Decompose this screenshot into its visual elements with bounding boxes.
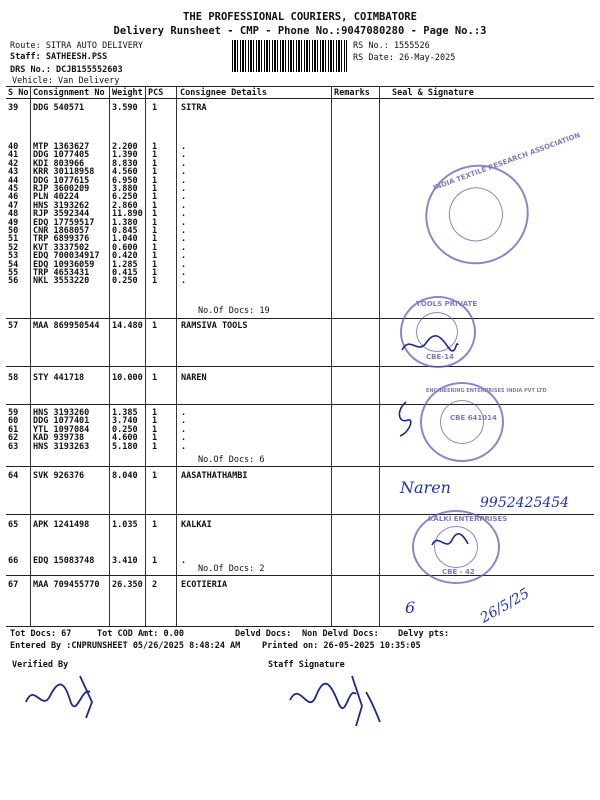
col-divider [379,86,380,626]
row-consignee: . [181,425,187,435]
row-consignment: TRP 4653431 [33,268,90,278]
row-sno: 56 [8,276,19,286]
row-consignee: . [181,243,187,253]
handwritten-date: 26/5/25 [477,585,533,627]
row-weight: 3.410 [112,556,138,566]
row-pcs: 1 [152,260,158,270]
row-pcs: 1 [152,520,158,530]
row-consignee: . [181,201,187,211]
row-consignee: . [181,142,187,152]
row-pcs: 1 [152,150,158,160]
row-weight: 0.600 [112,243,138,253]
row-sno: 45 [8,184,19,194]
row-pcs: 1 [152,373,158,383]
rs-date-text: RS Date: 26-May-2025 [353,53,456,63]
printed-on: Printed on: 26-05-2025 10:35:05 [262,641,421,651]
row-consignment: HNS 3193260 [33,408,90,418]
col-divider [30,86,31,626]
row-consignee: ECOTIERIA [181,580,228,590]
row-consignment: RJP 3592344 [33,209,90,219]
row-consignment: YTL 1097084 [33,425,90,435]
row-consignment: NKL 3553220 [33,276,90,286]
col-seal-header: Seal & Signature [392,88,474,98]
row-weight: 0.250 [112,276,138,286]
staff-text: Staff: SATHEESH.PSS [10,52,108,62]
col-divider [109,86,110,626]
row-weight: 26.350 [112,580,143,590]
row-weight: 11.890 [112,209,143,219]
row-consignment: PLN 40224 [33,192,80,202]
signature-verified [20,672,110,722]
row-consignment: EDQ 17759517 [33,218,95,228]
row-sno: 66 [8,556,19,566]
row-pcs: 1 [152,142,158,152]
group-divider [6,404,594,405]
row-weight: 4.560 [112,167,138,177]
row-consignee: . [181,408,187,418]
row-weight: 8.830 [112,159,138,169]
row-consignee: SITRA [181,103,207,113]
row-pcs: 1 [152,556,158,566]
route-text: Route: SITRA AUTO DELIVERY [10,41,144,51]
group-divider [6,466,594,467]
handwritten-phone: 9952425454 [480,495,570,511]
header-rule [6,98,594,99]
page-title: THE PROFESSIONAL COURIERS, COIMBATORE [183,11,417,23]
row-consignment: SVK 926376 [33,471,85,481]
row-consignment: EDQ 15083748 [33,556,95,566]
col-divider [145,86,146,626]
row-sno: 62 [8,433,19,443]
row-consignment: TRP 6899376 [33,234,90,244]
verified-by-label: Verified By [12,660,69,670]
row-weight: 3.880 [112,184,138,194]
row-sno: 42 [8,159,19,169]
row-pcs: 1 [152,321,158,331]
row-consignment: HNS 3193262 [33,201,90,211]
col-consignee-header: Consignee Details [180,88,267,98]
row-consignee: RAMSIVA TOOLS [181,321,248,331]
vehicle-text: Vehicle: Van Delivery [12,76,120,86]
row-sno: 48 [8,209,19,219]
signature-staff [286,672,386,732]
signature-kalki [430,530,470,555]
row-consignee: . [181,218,187,228]
row-sno: 67 [8,580,19,590]
row-consignment: DDG 1077401 [33,416,90,426]
row-weight: 14.480 [112,321,143,331]
row-weight: 1.385 [112,408,138,418]
row-consignee: . [181,260,187,270]
row-weight: 10.000 [112,373,143,383]
row-consignee: . [181,442,187,452]
group-divider [6,366,594,367]
row-sno: 41 [8,150,19,160]
row-sno: 60 [8,416,19,426]
row-consignee: . [181,226,187,236]
row-consignment: DDG 1077615 [33,176,90,186]
signature-tools [400,325,460,365]
row-weight: 3.590 [112,103,138,113]
row-consignee: . [181,234,187,244]
row-weight: 1.380 [112,218,138,228]
group-divider [6,318,594,319]
row-weight: 0.250 [112,425,138,435]
row-sno: 54 [8,260,19,270]
row-consignment: KAD 939738 [33,433,85,443]
stamp-engineering-enterprises: ENGINEERING ENTERPRISES INDIA PVT LTD CBE 641014 [420,382,504,462]
row-pcs: 1 [152,408,158,418]
row-sno: 53 [8,251,19,261]
row-weight: 6.950 [112,176,138,186]
row-consignee: . [181,416,187,426]
docs-count: No.Of Docs: 2 [198,564,265,574]
row-consignment: STY 441718 [33,373,85,383]
row-weight: 1.390 [112,150,138,160]
row-sno: 46 [8,192,19,202]
col-consignment-header: Consignment No [33,88,105,98]
stamp-kalki-enterprises: KALKI ENTERPRISES CBE - 42 [412,510,500,584]
row-consignee: . [181,251,187,261]
row-consignee: AASATHATHAMBI [181,471,248,481]
docs-count: No.Of Docs: 6 [198,455,265,465]
row-weight: 0.415 [112,268,138,278]
row-weight: 5.180 [112,442,138,452]
row-pcs: 1 [152,192,158,202]
row-pcs: 1 [152,268,158,278]
barcode [232,40,347,72]
staff-signature-label: Staff Signature [268,660,345,670]
group-divider [6,575,594,576]
row-pcs: 1 [152,234,158,244]
handwritten-name: Naren [400,478,451,497]
row-weight: 8.040 [112,471,138,481]
row-pcs: 1 [152,167,158,177]
row-sno: 58 [8,373,19,383]
rs-no-text: RS No.: 1555526 [353,41,430,51]
row-pcs: 1 [152,159,158,169]
signature-engineering [392,400,422,440]
row-consignee: . [181,209,187,219]
row-pcs: 1 [152,251,158,261]
delvy-pts: Delvy pts: [398,629,450,639]
row-consignee: . [181,192,187,202]
row-consignee: . [181,176,187,186]
row-weight: 0.845 [112,226,138,236]
page-subtitle: Delivery Runsheet - CMP - Phone No.:9047080280 - Page No.:3 [113,25,487,37]
row-consignment: HNS 3193263 [33,442,90,452]
row-consignment: KDI 803966 [33,159,85,169]
row-sno: 39 [8,103,19,113]
row-consignee: . [181,159,187,169]
row-pcs: 1 [152,226,158,236]
row-pcs: 1 [152,209,158,219]
row-weight: 6.250 [112,192,138,202]
stamp-textile-research: INDIA TEXTILE RESEARCH ASSOCIATION [411,150,543,279]
row-pcs: 1 [152,243,158,253]
row-pcs: 1 [152,103,158,113]
row-weight: 2.200 [112,142,138,152]
row-consignee: . [181,150,187,160]
row-sno: 55 [8,268,19,278]
row-consignment: MAA 709455770 [33,580,100,590]
row-consignee: NAREN [181,373,207,383]
row-sno: 65 [8,520,19,530]
row-pcs: 1 [152,442,158,452]
row-pcs: 1 [152,218,158,228]
row-pcs: 1 [152,471,158,481]
col-pcs-header: PCS [148,88,164,98]
row-weight: 4.600 [112,433,138,443]
row-weight: 1.035 [112,520,138,530]
row-weight: 1.040 [112,234,138,244]
row-consignment: EDQ 700034917 [33,251,100,261]
table-bottom-rule [6,626,594,627]
row-pcs: 1 [152,176,158,186]
row-pcs: 1 [152,425,158,435]
row-pcs: 2 [152,580,158,590]
row-weight: 1.285 [112,260,138,270]
table-top-rule [6,86,594,87]
row-consignment: CNR 1868057 [33,226,90,236]
row-sno: 52 [8,243,19,253]
col-divider [331,86,332,626]
row-sno: 47 [8,201,19,211]
tot-cod: Tot COD Amt: 0.00 [97,629,184,639]
row-weight: 0.420 [112,251,138,261]
row-sno: 50 [8,226,19,236]
col-remarks-header: Remarks [334,88,370,98]
col-sno-header: S No [8,88,29,98]
row-consignee: . [181,556,187,566]
row-sno: 43 [8,167,19,177]
col-divider [176,86,177,626]
col-weight-header: Weight [112,88,143,98]
row-consignee: . [181,268,187,278]
row-consignment: EDQ 10936059 [33,260,95,270]
row-sno: 49 [8,218,19,228]
row-consignee: KALKAI [181,520,212,530]
row-pcs: 1 [152,433,158,443]
row-consignment: DDG 540571 [33,103,85,113]
row-sno: 44 [8,176,19,186]
delvd-docs: Delvd Docs: [235,629,292,639]
row-consignee: . [181,433,187,443]
stamp-tools-private: TOOLS PRIVATE CBE-14 [400,296,476,368]
row-pcs: 1 [152,276,158,286]
row-pcs: 1 [152,201,158,211]
drs-text: DRS No.: DCJB155552603 [10,65,123,75]
row-consignment: MTP 1363627 [33,142,90,152]
handwritten-six: 6 [405,598,416,617]
row-sno: 40 [8,142,19,152]
row-weight: 3.740 [112,416,138,426]
row-pcs: 1 [152,416,158,426]
row-consignee: . [181,276,187,286]
row-consignment: KRR 30118958 [33,167,95,177]
row-sno: 59 [8,408,19,418]
row-consignment: DDG 1077405 [33,150,90,160]
row-consignment: KVT 3337502 [33,243,90,253]
entered-by: Entered By :CNPRUNSHEET 05/26/2025 8:48:24 AM [10,641,241,651]
row-pcs: 1 [152,184,158,194]
row-sno: 61 [8,425,19,435]
row-consignment: APK 1241498 [33,520,90,530]
row-consignment: MAA 869950544 [33,321,100,331]
row-sno: 64 [8,471,19,481]
row-sno: 63 [8,442,19,452]
non-delvd-docs: Non Delvd Docs: [302,629,379,639]
row-consignee: . [181,184,187,194]
row-consignment: RJP 3600209 [33,184,90,194]
tot-docs: Tot Docs: 67 [10,629,72,639]
row-sno: 51 [8,234,19,244]
docs-count: No.Of Docs: 19 [198,306,270,316]
row-weight: 2.860 [112,201,138,211]
row-consignee: . [181,167,187,177]
row-sno: 57 [8,321,19,331]
